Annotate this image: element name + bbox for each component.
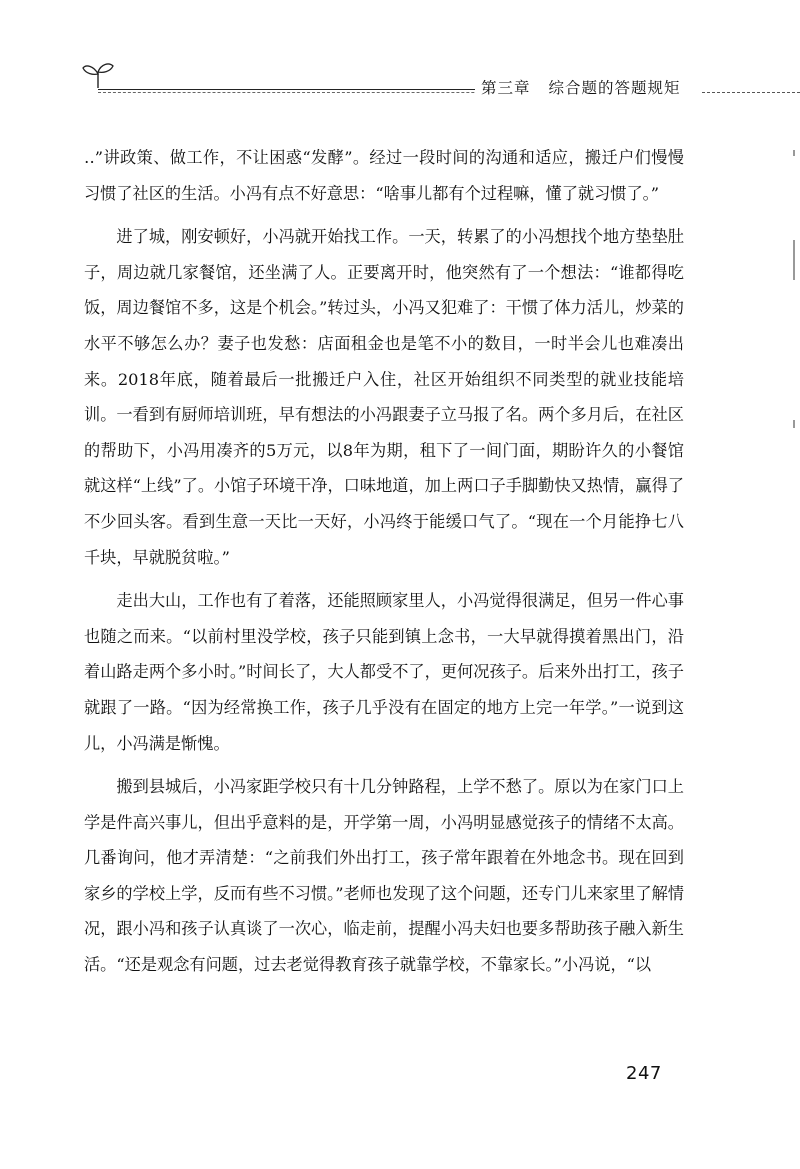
scan-edge-mark <box>793 420 795 428</box>
scan-edge-mark <box>793 150 795 156</box>
body-text <box>84 140 684 991</box>
section-label: 综合题的答题规矩 <box>548 79 681 97</box>
page-number: 247 <box>626 1063 662 1084</box>
paragraph-2: 进了城，刚安顿好，小冯就开始找工作。一天，转累了的小冯想找个地方垫垫肚子，周边就几家餐馆，还坐满了人。正要离开时，他突然有了一个想法：“谁都得吃饭，周边餐馆不多，这是个机会。”转过头，小冯又犯难了：干惯了体力活儿，炒菜的水平不够怎么办？妻子也发愁：店面租金也是笔不小的数目，一时半会儿也难凑出来。2018年底，随着最后一批搬迁户入住，社区开始组织不同类型的就业技能培训。一看到有厨师培训班，早有想法的小冯跟妻子立马报了名。两个多月后，在社区的帮助下，小冯用凑齐的5万元，以8年为期，租下了一间门面，期盼许久的小餐馆就这样“上线”了。小馆子环境干净，口味地道，加上两口子手脚勤快又热情，赢得了不少回头客。看到生意一天比一天好，小冯终于能缓口气了。“现在一个月能挣七八千块，早就脱贫啦。” <box>84 227 684 567</box>
paragraph-4: 搬到县城后，小冯家距学校只有十几分钟路程，上学不愁了。原以为在家门口上学是件高兴事儿，但出乎意料的是，开学第一周，小冯明显感觉孩子的情绪不太高。几番询问，他才弄清楚：“之前我们外出打工，孩子常年跟着在外地念书。现在回到家乡的学校上学，反而有些不习惯。”老师也发现了这个问题，还专门儿来家里了解情况，跟小冯和孩子认真谈了一次心，临走前，提醒小冯夫妇也要多帮助孩子融入新生活。“还是观念有问题，过去老觉得教育孩子就靠学校，不靠家长。”小冯说，“以 <box>84 777 684 975</box>
scan-edge-mark <box>793 240 795 280</box>
paragraph-3: 走出大山，工作也有了着落，还能照顾家里人，小冯觉得很满足，但另一件心事也随之而来。“以前村里没学校，孩子只能到镇上念书，一大早就得摸着黑出门，沿着山路走两个多小时。”时间长了，大人都受不了，更何况孩子。后来外出打工，孩子就跟了一路。“因为经常换工作，孩子几乎没有在固定的地方上完一年学。”一说到这儿，小冯满是惭愧。 <box>84 591 684 753</box>
sprout-icon <box>80 58 116 90</box>
header-title <box>475 76 687 98</box>
header-rule-right <box>702 92 800 93</box>
running-header <box>70 58 800 98</box>
chapter-label: 第三章 <box>481 79 531 97</box>
paragraph-1: ‥”讲政策、做工作，不让困惑“发酵”。经过一段时间的沟通和适应，搬迁户们慢慢习惯了社区的生活。小冯有点不好意思：“啥事儿都有个过程嘛，懂了就习惯了。” <box>84 148 684 203</box>
